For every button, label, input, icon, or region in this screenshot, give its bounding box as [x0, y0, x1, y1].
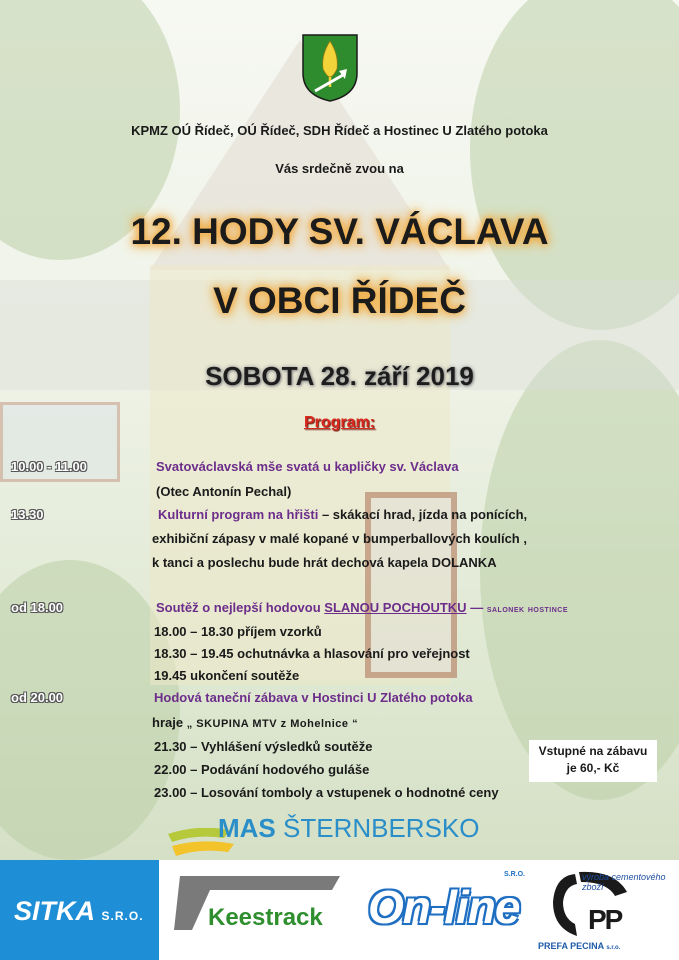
event-location: V OBCI ŘÍDEČ [213, 280, 466, 321]
invite-line: Vás srdečně zvou na [275, 161, 404, 176]
mas-rest: ŠTERNBERSKO [275, 813, 480, 843]
organizers-line: KPMZ OÚ Řídeč, OÚ Řídeč, SDH Řídeč a Hostinec U Zlatého potoka [131, 123, 548, 138]
culture-time [11, 507, 44, 522]
prefa-tagline: výroba cementového zboží [582, 872, 666, 892]
dance-time [11, 690, 63, 705]
online-sro: S.R.O. [504, 871, 526, 878]
culture-title: Kulturní program na hřišti [158, 507, 319, 522]
program-heading [0, 414, 679, 432]
culture-time-text: 13.30 [11, 507, 44, 522]
sitka-name: SITKA [14, 896, 94, 926]
contest-time [11, 600, 63, 615]
prefa-name-text: PREFA PECINA [538, 941, 604, 951]
coat-of-arms-icon [301, 33, 359, 103]
culture-desc-3: k tanci a poslechu bude hrát dechová kapela DOLANKA [152, 555, 497, 570]
culture-desc: – skákací hrad, jízda na ponících, [318, 507, 528, 522]
mass-title: Svatováclavská mše svatá u kapličky sv. Václava [156, 459, 459, 474]
dance-step-3: 23.00 – Losování tomboly a vstupenek o hodnotné ceny [154, 785, 499, 800]
entry-fee-line-1: Vstupné na zábavu [538, 744, 648, 758]
entry-fee-box [529, 740, 657, 782]
mass-time-text: 10.00 - 11.00 [11, 459, 87, 474]
contest-title: Soutěž o nejlepší hodovou [156, 600, 325, 615]
contest-step-2: 18.30 – 19.45 ochutnávka a hlasování pro veřejnost [154, 646, 470, 661]
contest-time-text: od 18.00 [11, 600, 64, 615]
culture-line [158, 507, 527, 522]
contest-dash: — [466, 600, 487, 615]
contest-place: salonek hostince [486, 604, 568, 615]
dance-step-2: 22.00 – Podávání hodového guláše [154, 762, 370, 777]
dance-band-line [152, 715, 358, 730]
dance-step-1: 21.30 – Vyhlášení výsledků soutěže [154, 739, 373, 754]
event-date: SOBOTA 28. září 2019 [205, 361, 474, 391]
mas-sternbersko-logo [218, 813, 480, 844]
program-heading-text: Program: [303, 414, 376, 431]
keestrack-text: Keestrack [208, 904, 323, 931]
entry-fee-line-2: je 60,- Kč [566, 761, 620, 775]
culture-desc-2: exhibiční zápasy v malé kopané v bumperballových koulích , [152, 531, 527, 546]
dance-band: „ SKUPINA MTV z Mohelnice “ [186, 718, 359, 730]
dance-band-prefix: hraje [152, 715, 187, 730]
sitka-sro: S.R.O. [101, 909, 144, 923]
mas-bold: MAS [218, 813, 276, 843]
mass-time [11, 459, 87, 474]
contest-step-1: 18.00 – 18.30 příjem vzorků [154, 624, 322, 639]
contest-highlight: SLANOU POCHOUTKU [324, 600, 467, 615]
mass-priest: (Otec Antonín Pechal) [156, 484, 292, 499]
event-title: 12. HODY SV. VÁCLAVA [130, 211, 549, 252]
prefa-sro: s.r.o. [606, 945, 621, 951]
sitka-text [14, 896, 144, 927]
prefa-pp: PP [588, 904, 622, 935]
prefa-name [538, 941, 620, 951]
contest-line [156, 600, 568, 615]
dance-time-text: od 20.00 [11, 690, 64, 705]
online-logo: On-line [368, 881, 520, 933]
contest-step-3: 19.45 ukončení soutěže [154, 668, 300, 683]
dance-title: Hodová taneční zábava v Hostinci U Zlatého potoka [154, 690, 473, 705]
